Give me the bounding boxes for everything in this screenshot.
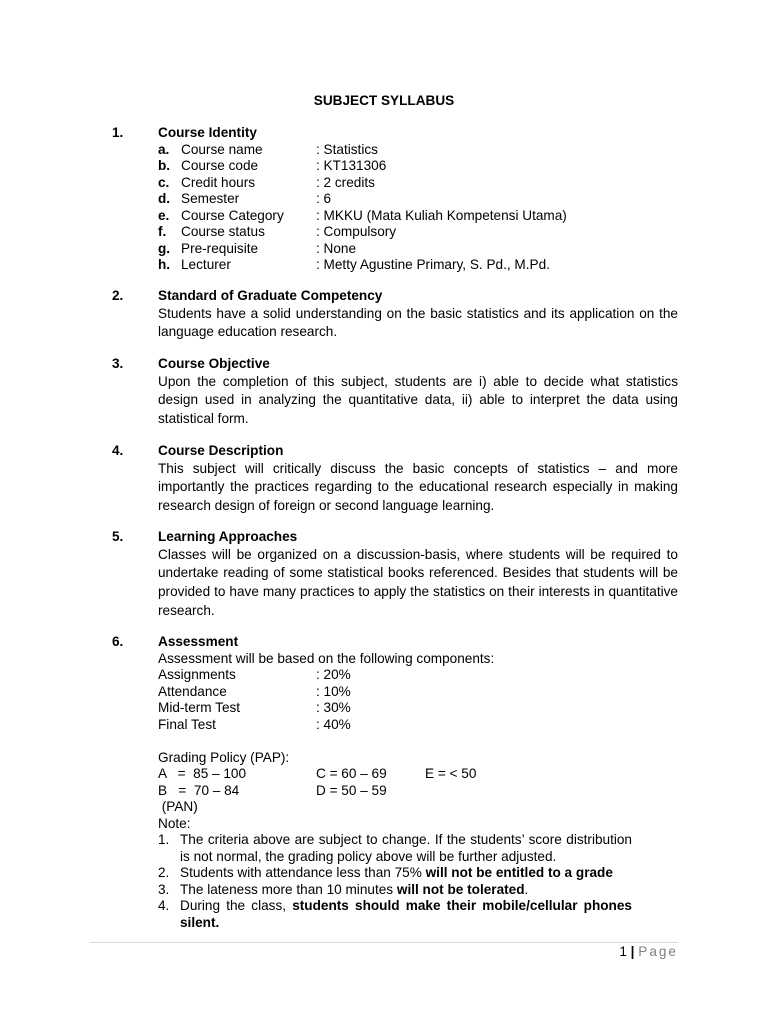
assessment-row (158, 700, 678, 717)
section-heading: Standard of Graduate Competency (158, 288, 383, 303)
course-identity-row (158, 175, 678, 192)
component-label: Assignments (158, 667, 236, 682)
page-number: 1 (619, 944, 627, 959)
note-plain: The criteria above are subject to change. If the students’ score distribution is not normal, the grading policy above will be further adjusted. (180, 832, 636, 864)
course-identity-row (158, 257, 678, 274)
item-value: : None (316, 240, 357, 256)
section-assessment (112, 634, 678, 931)
note-plain: The lateness more than 10 minutes (180, 881, 397, 897)
note-item (158, 832, 636, 865)
item-label: Course code (181, 158, 259, 173)
section-number: 1. (112, 125, 124, 140)
item-value: : Compulsory (316, 224, 397, 239)
course-identity-row (158, 224, 678, 241)
section-course-objective (112, 356, 678, 429)
section-number: 6. (112, 634, 124, 649)
note-text (180, 865, 632, 882)
note-number: 2. (158, 865, 170, 880)
section-course-description (112, 443, 678, 516)
assessment-intro: Assessment will be based on the following components: (158, 650, 495, 666)
course-identity-row (158, 191, 678, 208)
item-value: : MKKU (Mata Kuliah Kompetensi Utama) (316, 207, 567, 223)
item-value: : Metty Agustine Primary, S. Pd., M.Pd. (316, 257, 550, 272)
item-label: Pre-requisite (181, 240, 259, 256)
item-letter: b. (158, 158, 171, 173)
item-letter: a. (158, 141, 170, 157)
item-letter: c. (158, 174, 170, 190)
grade-cell: E = < 50 (425, 766, 477, 781)
page-word: Page (638, 944, 678, 959)
course-identity-row (158, 208, 678, 225)
component-label: Final Test (158, 716, 216, 732)
item-label: Course status (181, 224, 265, 239)
grade-cell: A = 85 – 100 (158, 766, 247, 781)
notes-list (112, 832, 636, 931)
grading-row (158, 766, 678, 783)
note-plain: During the class, (180, 898, 293, 913)
item-letter: d. (158, 191, 171, 206)
item-value: : Statistics (316, 141, 378, 157)
section-text: Classes will be organized on a discussion-basis, where students will be required to undertake reading of some statistical books referenced. Besides that students will be provided to have many practices to apply the statistics on their interests in quantitative research. (158, 546, 678, 618)
grading-row (158, 783, 678, 800)
note-item (158, 898, 632, 931)
section-heading: Course Objective (158, 356, 270, 371)
note-text (180, 832, 636, 865)
section-heading: Learning Approaches (158, 529, 298, 544)
section-number: 3. (112, 356, 124, 371)
course-identity-row (158, 241, 678, 258)
component-label: Attendance (158, 683, 227, 699)
section-heading: Course Description (158, 443, 284, 458)
note-emphasis: will not be tolerated (396, 881, 525, 897)
assessment-row (158, 717, 678, 734)
course-identity-list (158, 142, 678, 274)
item-label: Course Category (181, 207, 284, 223)
note-after: . (524, 881, 529, 897)
grade-cell: D = 50 – 59 (316, 782, 387, 798)
section-heading: Assessment (158, 634, 239, 649)
section-number: 4. (112, 443, 124, 458)
assessment-components (158, 667, 678, 733)
section-text: This subject will critically discuss the basic concepts of statistics – and more importantly the practices regarding to the educational research especially in making research design of foreign or second language learning. (158, 460, 678, 514)
course-identity-row (158, 158, 678, 175)
grade-cell: C = 60 – 69 (316, 766, 387, 781)
item-label: Course name (181, 141, 263, 157)
item-value: : 2 credits (316, 174, 375, 190)
assessment-row (158, 667, 678, 684)
section-heading: Course Identity (158, 125, 257, 140)
component-value: : 10% (316, 683, 351, 699)
item-letter: h. (158, 257, 171, 272)
section-graduate-competency (112, 288, 678, 342)
note-label: Note: (158, 815, 191, 831)
item-value: : 6 (316, 191, 332, 206)
note-number: 4. (158, 898, 170, 913)
note-number: 1. (158, 832, 170, 847)
note-item (158, 882, 632, 899)
item-letter: f. (158, 224, 167, 239)
section-number: 2. (112, 288, 124, 303)
item-label: Credit hours (181, 174, 256, 190)
note-item (158, 865, 632, 882)
note-text (180, 898, 632, 931)
section-learning-approaches (112, 529, 678, 621)
section-course-identity (112, 125, 678, 274)
course-identity-row (158, 142, 678, 159)
item-label: Semester (181, 191, 240, 206)
section-text: Upon the completion of this subject, students are i) able to decide what statistics design used in analyzing the quantitative data, ii) able to interpret the data using statistical form. (158, 373, 678, 427)
pan-label: (PAN) (158, 799, 198, 814)
component-value: : 20% (316, 667, 351, 682)
note-number: 3. (158, 881, 170, 897)
note-emphasis: will not be entitled to a grade (425, 865, 613, 880)
page-separator: | (626, 944, 639, 959)
component-label: Mid-term Test (158, 700, 241, 715)
note-text (180, 882, 632, 899)
section-text: Students have a solid understanding on the basic statistics and its application on the language education research. (158, 305, 678, 340)
page-footer (619, 944, 678, 961)
footer-divider (90, 942, 678, 943)
note-emphasis: students should make their mobile/cellular phones silent. (180, 898, 632, 930)
assessment-row (158, 684, 678, 701)
component-value: : 30% (316, 700, 351, 715)
item-letter: e. (158, 207, 170, 223)
section-number: 5. (112, 529, 124, 544)
grade-cell: B = 70 – 84 (158, 782, 240, 798)
component-value: : 40% (316, 716, 351, 732)
item-label: Lecturer (181, 257, 231, 272)
note-plain: Students with attendance less than 75% (180, 865, 426, 880)
grading-policy-title: Grading Policy (PAP): (158, 749, 290, 765)
item-letter: g. (158, 240, 171, 256)
item-value: : KT131306 (316, 158, 387, 173)
document-title: SUBJECT SYLLABUS (313, 93, 455, 108)
grading-table (158, 766, 678, 799)
